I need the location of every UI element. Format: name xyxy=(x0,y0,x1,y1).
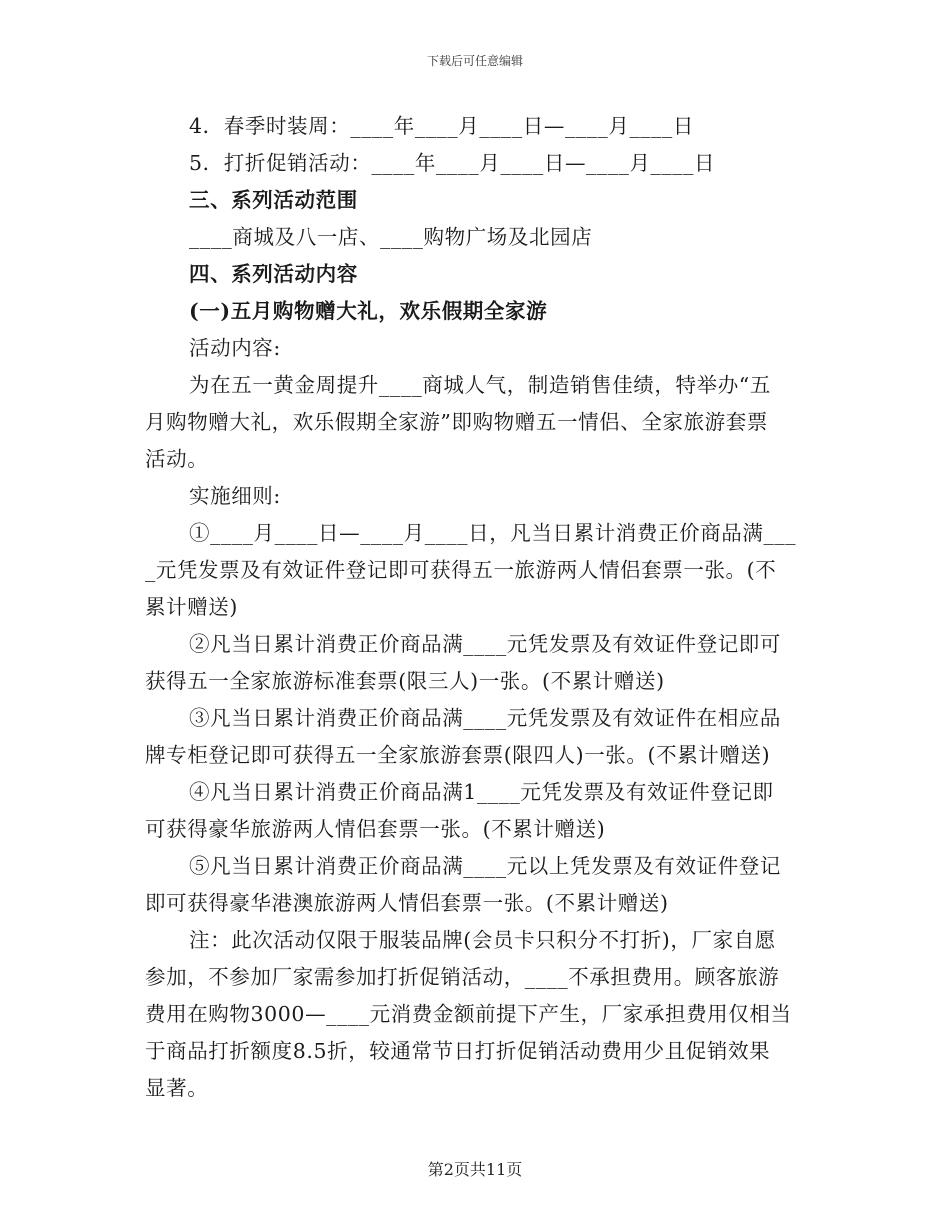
text-line: ④凡当日累计消费正价商品满1____元凭发票及有效证件登记即 xyxy=(189,780,774,804)
text-line: 显著。 xyxy=(145,1076,209,1100)
text-line: 牌专柜登记即可获得五一全家旅游套票(限四人)一张。(不累计赠送) xyxy=(145,743,771,767)
text-line: _元凭发票及有效证件登记即可获得五一旅游两人情侣套票一张。(不 xyxy=(145,558,777,582)
text-line: 实施细则: xyxy=(189,484,281,508)
document-body xyxy=(145,108,810,1107)
text-line: 4．春季时装周：____年____月____日—____月____日 xyxy=(189,114,694,138)
text-line: 注：此次活动仅限于服装品牌(会员卡只积分不打折)，厂家自愿 xyxy=(189,928,776,952)
text-line: 活动内容: xyxy=(189,336,281,360)
text-line: 可获得豪华旅游两人情侣套票一张。(不累计赠送) xyxy=(145,817,606,841)
text-line: 参加，不参加厂家需参加打折促销活动，____不承担费用。顾客旅游 xyxy=(145,965,780,989)
text-line: ②凡当日累计消费正价商品满____元凭发票及有效证件登记即可 xyxy=(189,632,781,656)
text-line: 5．打折促销活动：____年____月____日—____月____日 xyxy=(189,151,716,175)
text-line: 获得五一全家旅游标准套票(限三人)一张。(不累计赠送) xyxy=(145,669,665,693)
text-line: 于商品打折额度8.5折，较通常节日打折促销活动费用少且促销效果 xyxy=(145,1039,771,1063)
section-heading: (一)五月购物赠大礼，欢乐假期全家游 xyxy=(189,299,548,323)
text-line: 累计赠送) xyxy=(145,595,238,619)
text-line: ____商城及八一店、____购物广场及北园店 xyxy=(189,225,593,249)
text-line: 月购物赠大礼，欢乐假期全家游”即购物赠五一情侣、全家旅游套票 xyxy=(145,410,768,434)
text-line: ①____月____日—____月____日，凡当日累计消费正价商品满___ xyxy=(189,521,797,545)
text-line: 为在五一黄金周提升____商城人气，制造销售佳绩，特举办“五 xyxy=(189,373,771,397)
text-line: ③凡当日累计消费正价商品满____元凭发票及有效证件在相应品 xyxy=(189,706,781,730)
text-line: 活动。 xyxy=(145,447,209,471)
page-footer: 第2页共11页 xyxy=(427,1160,523,1179)
page-header: 下载后可任意编辑 xyxy=(426,54,523,68)
text-line: 费用在购物3000—____元消费金额前提下产生，厂家承担费用仅相当 xyxy=(145,1002,792,1026)
section-heading: 三、系列活动范围 xyxy=(189,188,358,212)
text-line: ⑤凡当日累计消费正价商品满____元以上凭发票及有效证件登记 xyxy=(189,854,781,878)
text-line: 即可获得豪华港澳旅游两人情侣套票一张。(不累计赠送) xyxy=(145,891,669,915)
section-heading: 四、系列活动内容 xyxy=(189,262,358,286)
